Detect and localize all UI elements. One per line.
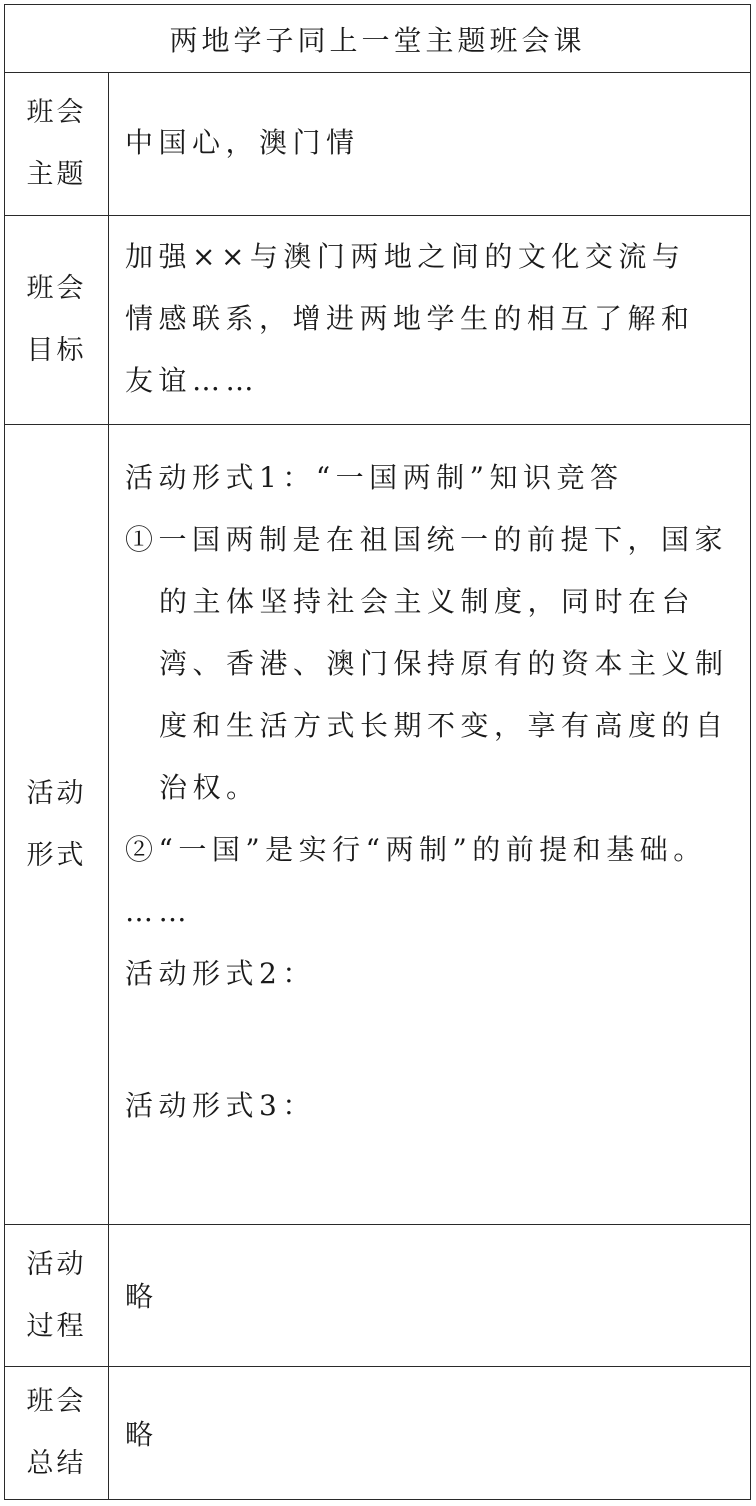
form3-title: 活动形式3： — [125, 1089, 316, 1122]
item2-text: ②“一国”是实行“两制”的前提和基础。 — [125, 833, 707, 866]
content-summary — [109, 1367, 750, 1499]
row-goal — [5, 216, 750, 425]
process-text: 略 — [125, 1280, 159, 1313]
goal-line: 友谊…… — [125, 364, 260, 397]
label-process — [5, 1225, 109, 1366]
theme-text: 中国心，澳门情 — [125, 126, 360, 159]
form2-blank — [125, 1005, 740, 1075]
label-summary-line-2: 总结 — [26, 1448, 87, 1479]
goal-line: 加强××与澳门两地之间的文化交流与 — [125, 240, 686, 273]
label-process-line-1: 活动 — [26, 1248, 87, 1280]
label-activity-forms-line-1: 活动 — [26, 777, 87, 809]
label-theme-line-2: 主题 — [26, 159, 87, 190]
item1-line: 的主体坚持社会主义制度，同时在台 — [159, 585, 696, 618]
label-summary-line-1: 班会 — [26, 1386, 87, 1417]
table-title: 两地学子同上一堂主题班会课 — [5, 5, 750, 73]
label-theme-line-1: 班会 — [26, 97, 87, 128]
item1-line: 湾、香港、澳门保持原有的资本主义制 — [159, 647, 729, 680]
class-meeting-table — [4, 4, 751, 1500]
label-theme — [5, 73, 109, 215]
item1-line: ①一国两制是在祖国统一的前提下，国家 — [125, 523, 729, 556]
row-theme — [5, 73, 750, 216]
label-goal-line-2: 目标 — [26, 335, 87, 366]
form2-title: 活动形式2： — [125, 957, 316, 990]
summary-text: 略 — [125, 1418, 159, 1451]
content-process — [109, 1225, 750, 1366]
label-process-line-2: 过程 — [26, 1310, 87, 1342]
goal-line: 情感联系，增进两地学生的相互了解和 — [125, 302, 695, 335]
ellipsis-text: …… — [125, 895, 192, 928]
form1-title: 活动形式1：“一国两制”知识竞答 — [125, 461, 624, 494]
content-activity-forms — [109, 425, 750, 1224]
row-process — [5, 1225, 750, 1367]
item1-line: 度和生活方式长期不变，享有高度的自 — [159, 709, 729, 742]
label-activity-forms-line-2: 形式 — [26, 839, 87, 871]
content-goal — [109, 216, 750, 424]
item1-line: 治权。 — [159, 771, 260, 804]
row-summary — [5, 1367, 750, 1499]
content-theme — [109, 73, 750, 215]
label-activity-forms — [5, 425, 109, 1224]
label-goal — [5, 216, 109, 424]
label-goal-line-1: 班会 — [26, 273, 87, 304]
label-summary — [5, 1367, 109, 1499]
row-activity-forms — [5, 425, 750, 1225]
